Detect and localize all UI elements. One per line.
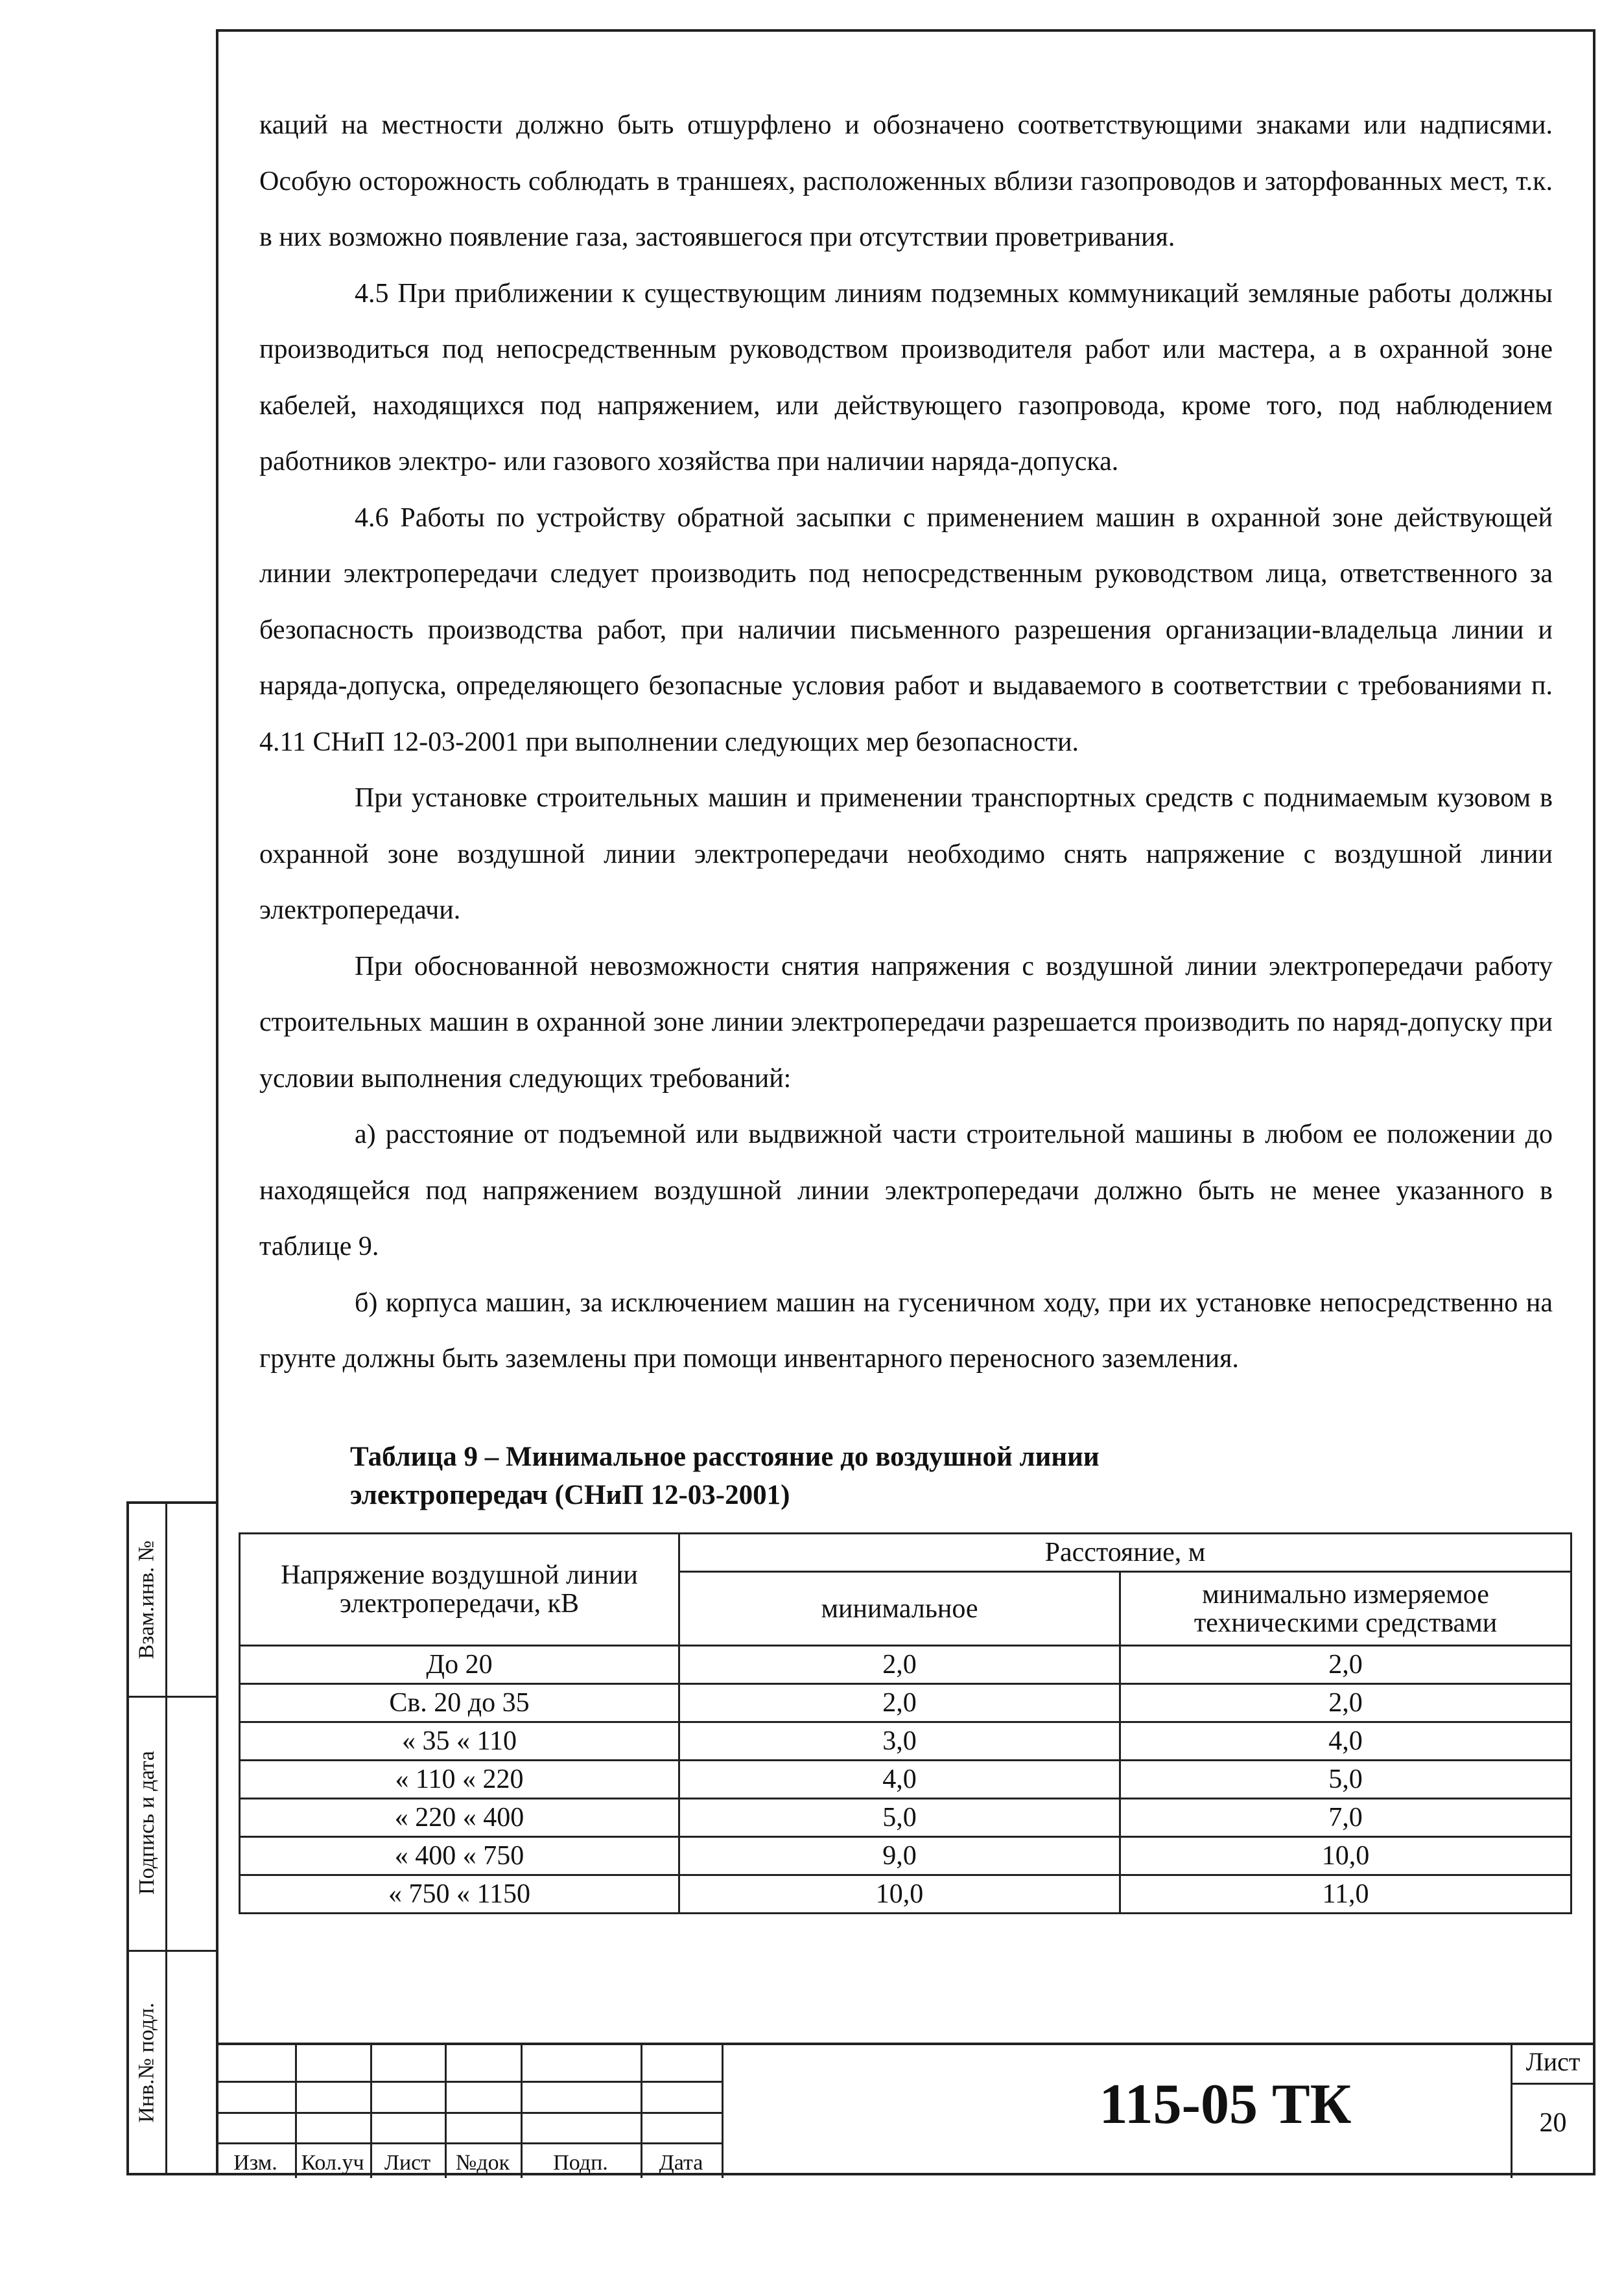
table-row: [240, 1684, 1571, 1722]
sheet-number: 20: [1539, 2108, 1567, 2138]
cell-min: 9,0: [679, 1837, 1120, 1875]
body-paragraph: При обоснованной невозможности снятия напряжения с воздушной линии электропередачи работу строительных машин в охранной зоне линии электропередачи разрешается производить по наряд-допуску при условии выполнения следующих требований:: [259, 951, 1553, 1094]
table-row: [240, 1799, 1571, 1837]
cell-min: 5,0: [679, 1799, 1120, 1837]
cell-min: 2,0: [679, 1684, 1120, 1722]
stamp-data: Дата: [659, 2151, 703, 2175]
header-distance: Расстояние, м: [679, 1534, 1571, 1572]
table-row: [240, 1761, 1571, 1799]
body-paragraph: 4.5 При приближении к существующим линиям подземных коммуникаций земляные работы должны производиться под непосредственным руководством производителя работ или мастера, а в охранной зоне кабелей, находящихся под напряжением, или действующего газопровода, кроме того, под наблюдением работников электро- или газового хозяйства при наличии наряда-допуска.: [259, 278, 1553, 476]
table-title: [350, 1438, 1387, 1514]
cell-measured: 10,0: [1120, 1837, 1571, 1875]
body-paragraph: 4.6 Работы по устройству обратной засыпки с применением машин в охранной зоне действующей линии электропередачи следует производить под непосредственным руководством лица, ответственного за безопасность производства работ, при наличии письменного разрешения организации-владельца линии и наряда-допуска, определяющего безопасные условия работ и выдаваемого в соответствии с требованиями п. 4.11 СНиП 12-03-2001 при выполнении следующих мер безопасности.: [259, 502, 1553, 757]
table-title-line: Таблица 9 – Минимальное расстояние до воздушной линии: [350, 1442, 1100, 1472]
cell-voltage: « 35 « 110: [240, 1722, 679, 1761]
title-block: [216, 2043, 1595, 2178]
cell-measured: 7,0: [1120, 1799, 1571, 1837]
sheet-label: Лист: [1525, 2047, 1581, 2076]
stamp-kol: Кол.уч: [301, 2151, 364, 2175]
distance-table: [239, 1532, 1572, 1914]
sidebar-inv-label: Инв.№ подл.: [135, 2002, 159, 2123]
cell-min: 3,0: [679, 1722, 1120, 1761]
cell-measured: 5,0: [1120, 1761, 1571, 1799]
stamp-izm: Изм.: [233, 2151, 277, 2175]
body-text: [259, 97, 1553, 1387]
cell-voltage: До 20: [240, 1646, 679, 1684]
table-row: [240, 1722, 1571, 1761]
stamp-podp: Подп.: [553, 2151, 608, 2175]
body-paragraph: При установке строительных машин и применении транспортных средств с поднимаемым кузовом в охранной зоне воздушной линии электропередачи необходимо снять напряжение с воздушной линии электропередачи.: [259, 783, 1553, 925]
stamp-line: [216, 2112, 722, 2114]
sidebar-divider: [165, 1504, 167, 2173]
body-paragraph: а) расстояние от подъемной или выдвижной части строительной машины в любом ее положении до находящейся под напряжением воздушной линии электропередачи должно быть не менее указанного в таблице 9.: [259, 1119, 1553, 1261]
table-row: [240, 1646, 1571, 1684]
cell-measured: 2,0: [1120, 1684, 1571, 1722]
cell-measured: 11,0: [1120, 1875, 1571, 1914]
cell-voltage: « 750 « 1150: [240, 1875, 679, 1914]
table-row: [240, 1837, 1571, 1875]
cell-voltage: « 400 « 750: [240, 1837, 679, 1875]
cell-min: 10,0: [679, 1875, 1120, 1914]
body-paragraph: каций на местности должно быть отшурфлено и обозначено соответствующими знаками или надписями. Особую осторожность соблюдать в траншеях, расположенных вблизи газопроводов и заторфованных мест, т.к. в них возможно появление газа, застоявшегося при отсутствии проветривания.: [259, 110, 1553, 252]
stamp-line: [216, 2081, 722, 2083]
binding-sidebar: [126, 1501, 216, 2175]
cell-measured: 4,0: [1120, 1722, 1571, 1761]
body-paragraph: б) корпуса машин, за исключением машин на гусеничном ходу, при их установке непосредственно на грунте должны быть заземлены при помощи инвентарного переносного заземления.: [259, 1287, 1553, 1374]
cell-voltage: Св. 20 до 35: [240, 1684, 679, 1722]
sidebar-vzam-label: Взам.инв. №: [135, 1540, 159, 1659]
table-row: [240, 1875, 1571, 1914]
stamp-ndok: №док: [455, 2151, 510, 2175]
document-code: 115-05 ТК: [1099, 2073, 1352, 2136]
table-title-line: электропередач (СНиП 12-03-2001): [350, 1480, 790, 1510]
header-measured: минимально измеряемое техническими средствами: [1120, 1572, 1571, 1646]
stamp-list: Лист: [384, 2151, 431, 2175]
header-min: минимальное: [679, 1572, 1120, 1646]
stamp-line: [216, 2142, 722, 2144]
cell-voltage: « 110 « 220: [240, 1761, 679, 1799]
cell-measured: 2,0: [1120, 1646, 1571, 1684]
cell-min: 2,0: [679, 1646, 1120, 1684]
cell-min: 4,0: [679, 1761, 1120, 1799]
cell-voltage: « 220 « 400: [240, 1799, 679, 1837]
header-voltage: Напряжение воздушной линии электропередачи, кВ: [240, 1534, 679, 1646]
sidebar-podpis-label: Подпись и дата: [135, 1751, 159, 1895]
